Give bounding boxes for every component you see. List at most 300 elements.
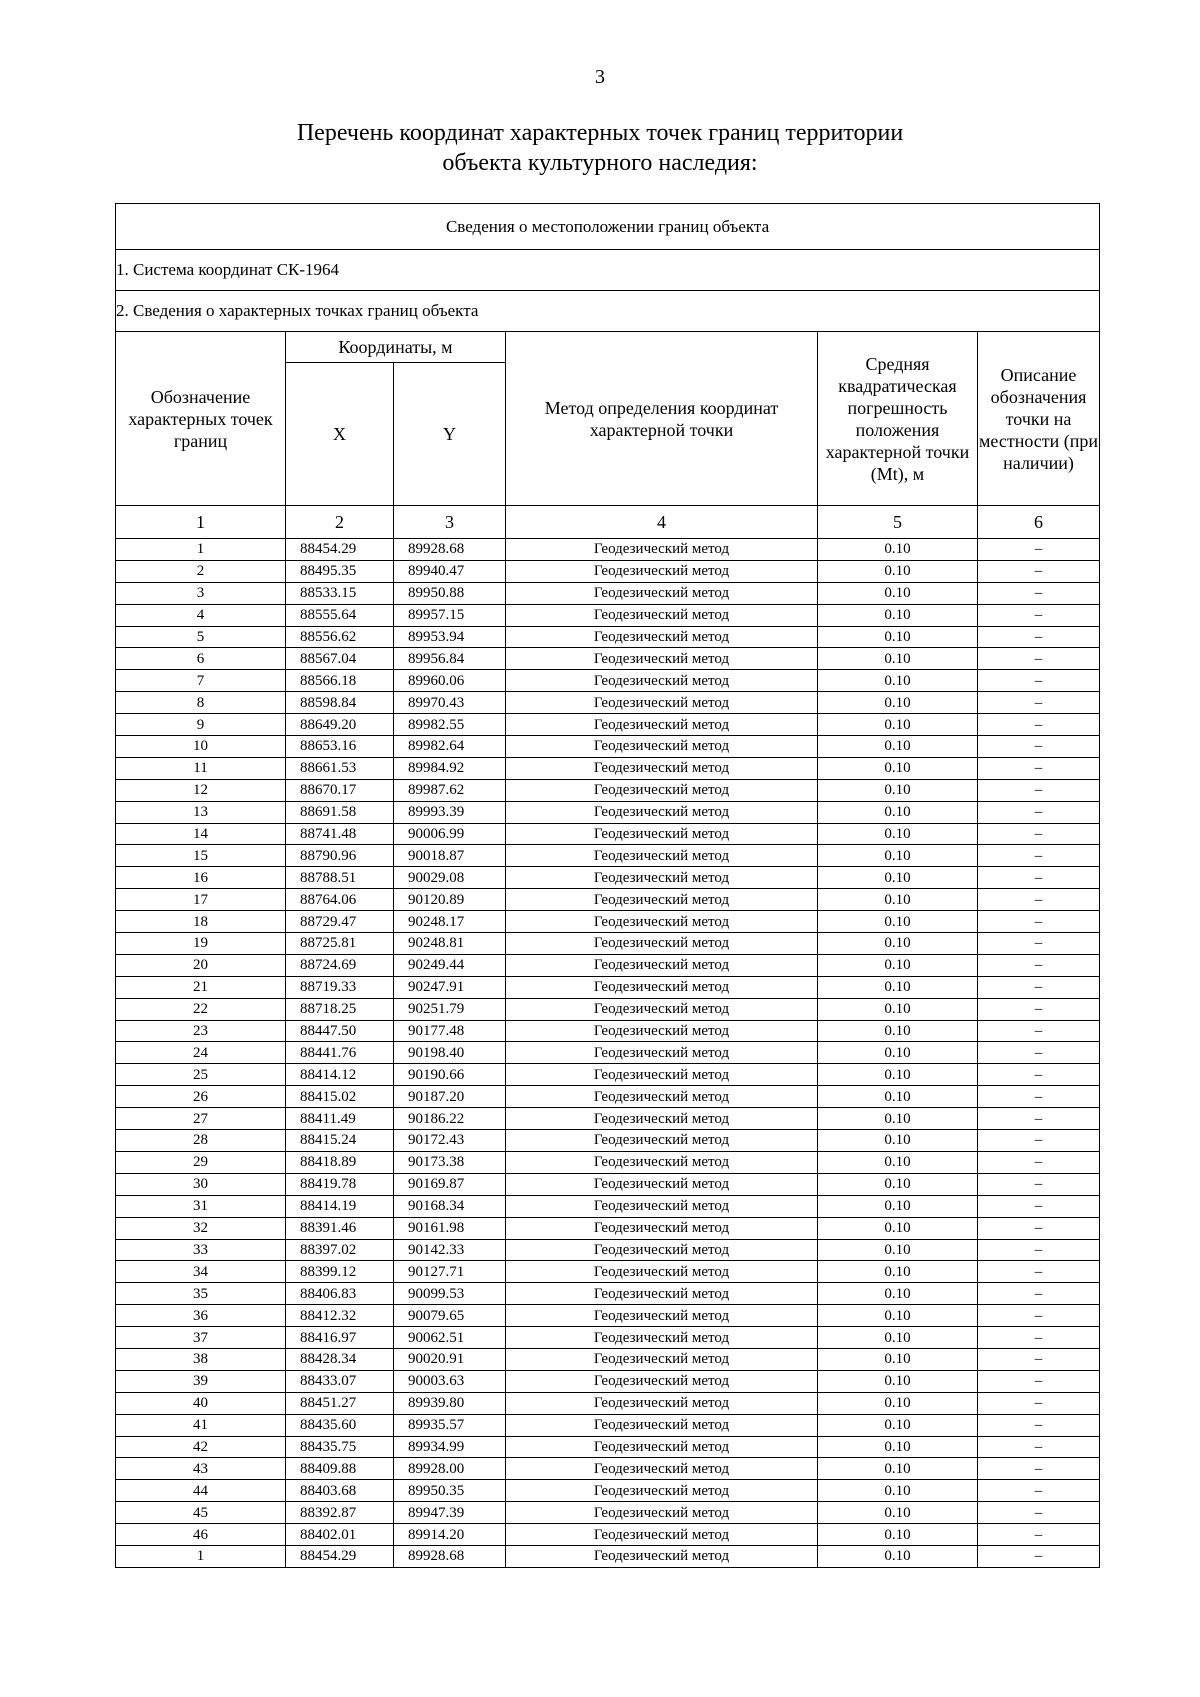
- method-cell: Геодезический метод: [506, 539, 818, 561]
- error-cell: 0.10: [818, 933, 978, 955]
- error-cell: 0.10: [818, 692, 978, 714]
- y-coordinate-cell: 90248.17: [394, 911, 506, 933]
- x-coordinate-cell: 88411.49: [286, 1108, 394, 1130]
- y-coordinate-cell: 90251.79: [394, 998, 506, 1020]
- x-coordinate-cell: 88741.48: [286, 823, 394, 845]
- point-number-cell: 42: [116, 1436, 286, 1458]
- col-error-header: Средняя квадратическая погрешность положения характерной точки (Mt), м: [818, 332, 978, 506]
- description-cell: –: [978, 1064, 1100, 1086]
- point-number-cell: 18: [116, 911, 286, 933]
- error-cell: 0.10: [818, 648, 978, 670]
- coordinates-table: [115, 203, 1100, 1568]
- error-cell: 0.10: [818, 1086, 978, 1108]
- point-number-cell: 35: [116, 1283, 286, 1305]
- table-row: [116, 1195, 1100, 1217]
- column-number: 2: [286, 506, 394, 539]
- y-coordinate-cell: 90029.08: [394, 867, 506, 889]
- description-cell: –: [978, 1217, 1100, 1239]
- description-cell: –: [978, 670, 1100, 692]
- table-row: [116, 692, 1100, 714]
- column-number: 5: [818, 506, 978, 539]
- point-number-cell: 46: [116, 1524, 286, 1546]
- table-row: [116, 1064, 1100, 1086]
- description-cell: –: [978, 648, 1100, 670]
- y-coordinate-cell: 89970.43: [394, 692, 506, 714]
- title-line-1: Перечень координат характерных точек границ территории: [296, 120, 904, 146]
- error-cell: 0.10: [818, 582, 978, 604]
- error-cell: 0.10: [818, 1436, 978, 1458]
- error-cell: 0.10: [818, 1414, 978, 1436]
- x-coordinate-cell: 88649.20: [286, 714, 394, 736]
- y-coordinate-cell: 90079.65: [394, 1305, 506, 1327]
- y-coordinate-cell: 89957.15: [394, 604, 506, 626]
- method-cell: Геодезический метод: [506, 801, 818, 823]
- y-coordinate-cell: 90168.34: [394, 1195, 506, 1217]
- y-coordinate-cell: 90161.98: [394, 1217, 506, 1239]
- error-cell: 0.10: [818, 1545, 978, 1567]
- point-number-cell: 28: [116, 1130, 286, 1152]
- x-coordinate-cell: 88729.47: [286, 911, 394, 933]
- error-cell: 0.10: [818, 1239, 978, 1261]
- point-number-cell: 38: [116, 1348, 286, 1370]
- x-coordinate-cell: 88567.04: [286, 648, 394, 670]
- point-number-cell: 1: [116, 539, 286, 561]
- x-coordinate-cell: 88391.46: [286, 1217, 394, 1239]
- table-row: [116, 889, 1100, 911]
- description-cell: –: [978, 1524, 1100, 1546]
- y-coordinate-cell: 89982.64: [394, 736, 506, 758]
- description-cell: –: [978, 1414, 1100, 1436]
- method-cell: Геодезический метод: [506, 779, 818, 801]
- method-cell: Геодезический метод: [506, 692, 818, 714]
- error-cell: 0.10: [818, 1217, 978, 1239]
- description-cell: –: [978, 1042, 1100, 1064]
- coord-system-row: 1. Система координат СК-1964: [116, 250, 1100, 291]
- method-cell: Геодезический метод: [506, 998, 818, 1020]
- column-number: 6: [978, 506, 1100, 539]
- x-coordinate-cell: 88447.50: [286, 1020, 394, 1042]
- error-cell: 0.10: [818, 801, 978, 823]
- x-coordinate-cell: 88691.58: [286, 801, 394, 823]
- col-designation-header: Обозначение характерных точек границ: [116, 332, 286, 506]
- y-coordinate-cell: 89987.62: [394, 779, 506, 801]
- error-cell: 0.10: [818, 998, 978, 1020]
- point-number-cell: 33: [116, 1239, 286, 1261]
- point-number-cell: 19: [116, 933, 286, 955]
- method-cell: Геодезический метод: [506, 933, 818, 955]
- method-cell: Геодезический метод: [506, 954, 818, 976]
- description-cell: –: [978, 1195, 1100, 1217]
- x-coordinate-cell: 88415.24: [286, 1130, 394, 1152]
- x-coordinate-cell: 88397.02: [286, 1239, 394, 1261]
- title-line-2: объекта культурного наследия:: [442, 150, 758, 176]
- point-number-cell: 45: [116, 1502, 286, 1524]
- table-row: [116, 539, 1100, 561]
- x-coordinate-cell: 88403.68: [286, 1480, 394, 1502]
- description-cell: –: [978, 1283, 1100, 1305]
- method-cell: Геодезический метод: [506, 1480, 818, 1502]
- description-cell: –: [978, 604, 1100, 626]
- table-row: [116, 1370, 1100, 1392]
- point-number-cell: 10: [116, 736, 286, 758]
- table-row: [116, 1130, 1100, 1152]
- point-number-cell: 11: [116, 757, 286, 779]
- error-cell: 0.10: [818, 1261, 978, 1283]
- method-cell: Геодезический метод: [506, 648, 818, 670]
- method-cell: Геодезический метод: [506, 1173, 818, 1195]
- point-number-cell: 32: [116, 1217, 286, 1239]
- description-cell: –: [978, 1348, 1100, 1370]
- point-number-cell: 8: [116, 692, 286, 714]
- point-number-cell: 2: [116, 560, 286, 582]
- error-cell: 0.10: [818, 1283, 978, 1305]
- table-row: [116, 801, 1100, 823]
- method-cell: Геодезический метод: [506, 845, 818, 867]
- x-coordinate-cell: 88598.84: [286, 692, 394, 714]
- description-cell: –: [978, 1130, 1100, 1152]
- x-coordinate-cell: 88653.16: [286, 736, 394, 758]
- x-coordinate-cell: 88718.25: [286, 998, 394, 1020]
- table-row: [116, 1327, 1100, 1349]
- method-cell: Геодезический метод: [506, 1524, 818, 1546]
- y-coordinate-cell: 89935.57: [394, 1414, 506, 1436]
- point-number-cell: 29: [116, 1151, 286, 1173]
- y-coordinate-cell: 90249.44: [394, 954, 506, 976]
- y-coordinate-cell: 90120.89: [394, 889, 506, 911]
- x-coordinate-cell: 88454.29: [286, 1545, 394, 1567]
- error-cell: 0.10: [818, 1042, 978, 1064]
- y-coordinate-cell: 89950.35: [394, 1480, 506, 1502]
- point-number-cell: 21: [116, 976, 286, 998]
- y-coordinate-cell: 89953.94: [394, 626, 506, 648]
- table-row: [116, 757, 1100, 779]
- table-row: [116, 582, 1100, 604]
- error-cell: 0.10: [818, 1392, 978, 1414]
- description-cell: –: [978, 1261, 1100, 1283]
- point-number-cell: 1: [116, 1545, 286, 1567]
- error-cell: 0.10: [818, 560, 978, 582]
- description-cell: –: [978, 1020, 1100, 1042]
- table-row: [116, 1239, 1100, 1261]
- error-cell: 0.10: [818, 1458, 978, 1480]
- column-number: 3: [394, 506, 506, 539]
- point-number-cell: 16: [116, 867, 286, 889]
- error-cell: 0.10: [818, 626, 978, 648]
- description-cell: –: [978, 889, 1100, 911]
- method-cell: Геодезический метод: [506, 714, 818, 736]
- error-cell: 0.10: [818, 1502, 978, 1524]
- error-cell: 0.10: [818, 1020, 978, 1042]
- table-row: [116, 1348, 1100, 1370]
- y-coordinate-cell: 90006.99: [394, 823, 506, 845]
- table-row: [116, 933, 1100, 955]
- description-cell: –: [978, 976, 1100, 998]
- error-cell: 0.10: [818, 1108, 978, 1130]
- error-cell: 0.10: [818, 604, 978, 626]
- table-row: [116, 1458, 1100, 1480]
- table-row: [116, 1261, 1100, 1283]
- error-cell: 0.10: [818, 736, 978, 758]
- x-coordinate-cell: 88399.12: [286, 1261, 394, 1283]
- x-coordinate-cell: 88725.81: [286, 933, 394, 955]
- points-heading-row: 2. Сведения о характерных точках границ объекта: [116, 291, 1100, 332]
- y-coordinate-cell: 89928.00: [394, 1458, 506, 1480]
- method-cell: Геодезический метод: [506, 1327, 818, 1349]
- page-title: [0, 118, 1200, 178]
- method-cell: Геодезический метод: [506, 1305, 818, 1327]
- method-cell: Геодезический метод: [506, 1108, 818, 1130]
- col-coordinates-header: Координаты, м: [286, 332, 506, 363]
- point-number-cell: 12: [116, 779, 286, 801]
- description-cell: –: [978, 1086, 1100, 1108]
- error-cell: 0.10: [818, 954, 978, 976]
- point-number-cell: 9: [116, 714, 286, 736]
- y-coordinate-cell: 89960.06: [394, 670, 506, 692]
- point-number-cell: 20: [116, 954, 286, 976]
- method-cell: Геодезический метод: [506, 582, 818, 604]
- point-number-cell: 40: [116, 1392, 286, 1414]
- method-cell: Геодезический метод: [506, 1239, 818, 1261]
- description-cell: –: [978, 1545, 1100, 1567]
- y-coordinate-cell: 89928.68: [394, 1545, 506, 1567]
- table-row: [116, 1086, 1100, 1108]
- description-cell: –: [978, 692, 1100, 714]
- table-row: [116, 845, 1100, 867]
- table-row: [116, 604, 1100, 626]
- y-coordinate-cell: 89914.20: [394, 1524, 506, 1546]
- description-cell: –: [978, 582, 1100, 604]
- error-cell: 0.10: [818, 670, 978, 692]
- x-coordinate-cell: 88415.02: [286, 1086, 394, 1108]
- y-coordinate-cell: 90187.20: [394, 1086, 506, 1108]
- table-row: [116, 1524, 1100, 1546]
- table-row: [116, 1217, 1100, 1239]
- error-cell: 0.10: [818, 1524, 978, 1546]
- x-coordinate-cell: 88556.62: [286, 626, 394, 648]
- description-cell: –: [978, 1327, 1100, 1349]
- table-row: [116, 648, 1100, 670]
- page-number: 3: [595, 66, 605, 88]
- x-coordinate-cell: 88433.07: [286, 1370, 394, 1392]
- error-cell: 0.10: [818, 1130, 978, 1152]
- x-coordinate-cell: 88441.76: [286, 1042, 394, 1064]
- x-coordinate-cell: 88414.12: [286, 1064, 394, 1086]
- point-number-cell: 39: [116, 1370, 286, 1392]
- x-coordinate-cell: 88428.34: [286, 1348, 394, 1370]
- method-cell: Геодезический метод: [506, 1261, 818, 1283]
- table-row: [116, 1151, 1100, 1173]
- table-row: [116, 1392, 1100, 1414]
- x-coordinate-cell: 88392.87: [286, 1502, 394, 1524]
- table-header-top: Сведения о местоположении границ объекта: [116, 204, 1100, 250]
- y-coordinate-cell: 90190.66: [394, 1064, 506, 1086]
- description-cell: –: [978, 933, 1100, 955]
- x-coordinate-cell: 88402.01: [286, 1524, 394, 1546]
- point-number-cell: 15: [116, 845, 286, 867]
- method-cell: Геодезический метод: [506, 1392, 818, 1414]
- y-coordinate-cell: 90142.33: [394, 1239, 506, 1261]
- point-number-cell: 23: [116, 1020, 286, 1042]
- x-coordinate-cell: 88416.97: [286, 1327, 394, 1349]
- point-number-cell: 3: [116, 582, 286, 604]
- table-row: [116, 1108, 1100, 1130]
- description-cell: –: [978, 845, 1100, 867]
- error-cell: 0.10: [818, 1348, 978, 1370]
- x-coordinate-cell: 88451.27: [286, 1392, 394, 1414]
- y-coordinate-cell: 89984.92: [394, 757, 506, 779]
- x-coordinate-cell: 88790.96: [286, 845, 394, 867]
- point-number-cell: 14: [116, 823, 286, 845]
- x-coordinate-cell: 88419.78: [286, 1173, 394, 1195]
- description-cell: –: [978, 1480, 1100, 1502]
- x-coordinate-cell: 88661.53: [286, 757, 394, 779]
- table-row: [116, 1502, 1100, 1524]
- point-number-cell: 5: [116, 626, 286, 648]
- description-cell: –: [978, 1305, 1100, 1327]
- point-number-cell: 37: [116, 1327, 286, 1349]
- column-numbers-row: [116, 506, 1100, 539]
- x-coordinate-cell: 88719.33: [286, 976, 394, 998]
- x-coordinate-cell: 88764.06: [286, 889, 394, 911]
- method-cell: Геодезический метод: [506, 560, 818, 582]
- x-coordinate-cell: 88788.51: [286, 867, 394, 889]
- y-coordinate-cell: 90062.51: [394, 1327, 506, 1349]
- y-coordinate-cell: 90177.48: [394, 1020, 506, 1042]
- table-row: [116, 1173, 1100, 1195]
- point-number-cell: 25: [116, 1064, 286, 1086]
- method-cell: Геодезический метод: [506, 1370, 818, 1392]
- error-cell: 0.10: [818, 1173, 978, 1195]
- x-coordinate-cell: 88670.17: [286, 779, 394, 801]
- point-number-cell: 43: [116, 1458, 286, 1480]
- point-number-cell: 4: [116, 604, 286, 626]
- method-cell: Геодезический метод: [506, 867, 818, 889]
- method-cell: Геодезический метод: [506, 1195, 818, 1217]
- description-cell: –: [978, 867, 1100, 889]
- y-coordinate-cell: 90172.43: [394, 1130, 506, 1152]
- error-cell: 0.10: [818, 539, 978, 561]
- table-row: [116, 954, 1100, 976]
- method-cell: Геодезический метод: [506, 1064, 818, 1086]
- table-row: [116, 670, 1100, 692]
- table-row: [116, 1283, 1100, 1305]
- point-number-cell: 34: [116, 1261, 286, 1283]
- method-cell: Геодезический метод: [506, 1502, 818, 1524]
- method-cell: Геодезический метод: [506, 604, 818, 626]
- y-coordinate-cell: 90198.40: [394, 1042, 506, 1064]
- table-row: [116, 911, 1100, 933]
- error-cell: 0.10: [818, 757, 978, 779]
- x-coordinate-cell: 88418.89: [286, 1151, 394, 1173]
- method-cell: Геодезический метод: [506, 1436, 818, 1458]
- table-row: [116, 736, 1100, 758]
- point-number-cell: 41: [116, 1414, 286, 1436]
- point-number-cell: 31: [116, 1195, 286, 1217]
- table-row: [116, 867, 1100, 889]
- description-cell: –: [978, 714, 1100, 736]
- y-coordinate-cell: 89956.84: [394, 648, 506, 670]
- table-row: [116, 998, 1100, 1020]
- table-row: [116, 1414, 1100, 1436]
- error-cell: 0.10: [818, 1151, 978, 1173]
- description-cell: –: [978, 1151, 1100, 1173]
- description-cell: –: [978, 954, 1100, 976]
- method-cell: Геодезический метод: [506, 1217, 818, 1239]
- method-cell: Геодезический метод: [506, 1151, 818, 1173]
- description-cell: –: [978, 1239, 1100, 1261]
- error-cell: 0.10: [818, 779, 978, 801]
- error-cell: 0.10: [818, 911, 978, 933]
- description-cell: –: [978, 779, 1100, 801]
- y-coordinate-cell: 90127.71: [394, 1261, 506, 1283]
- error-cell: 0.10: [818, 714, 978, 736]
- error-cell: 0.10: [818, 1327, 978, 1349]
- description-cell: –: [978, 1370, 1100, 1392]
- point-number-cell: 17: [116, 889, 286, 911]
- x-coordinate-cell: 88454.29: [286, 539, 394, 561]
- error-cell: 0.10: [818, 1195, 978, 1217]
- table-row: [116, 714, 1100, 736]
- y-coordinate-cell: 90018.87: [394, 845, 506, 867]
- x-coordinate-cell: 88435.60: [286, 1414, 394, 1436]
- point-number-cell: 7: [116, 670, 286, 692]
- description-cell: –: [978, 1436, 1100, 1458]
- error-cell: 0.10: [818, 1305, 978, 1327]
- col-description-header: Описание обозначения точки на местности (при наличии): [978, 332, 1100, 506]
- description-cell: –: [978, 823, 1100, 845]
- description-cell: –: [978, 757, 1100, 779]
- x-coordinate-cell: 88435.75: [286, 1436, 394, 1458]
- method-cell: Геодезический метод: [506, 823, 818, 845]
- y-coordinate-cell: 89993.39: [394, 801, 506, 823]
- x-coordinate-cell: 88533.15: [286, 582, 394, 604]
- description-cell: –: [978, 998, 1100, 1020]
- x-coordinate-cell: 88412.32: [286, 1305, 394, 1327]
- y-coordinate-cell: 89947.39: [394, 1502, 506, 1524]
- x-coordinate-cell: 88406.83: [286, 1283, 394, 1305]
- y-coordinate-cell: 89950.88: [394, 582, 506, 604]
- y-coordinate-cell: 90099.53: [394, 1283, 506, 1305]
- description-cell: –: [978, 736, 1100, 758]
- y-coordinate-cell: 90169.87: [394, 1173, 506, 1195]
- x-coordinate-cell: 88555.64: [286, 604, 394, 626]
- error-cell: 0.10: [818, 845, 978, 867]
- point-number-cell: 26: [116, 1086, 286, 1108]
- y-coordinate-cell: 89940.47: [394, 560, 506, 582]
- table-row: [116, 1020, 1100, 1042]
- table-row: [116, 779, 1100, 801]
- description-cell: –: [978, 626, 1100, 648]
- description-cell: –: [978, 801, 1100, 823]
- error-cell: 0.10: [818, 1064, 978, 1086]
- x-coordinate-cell: 88724.69: [286, 954, 394, 976]
- point-number-cell: 44: [116, 1480, 286, 1502]
- error-cell: 0.10: [818, 976, 978, 998]
- table-row: [116, 1305, 1100, 1327]
- point-number-cell: 24: [116, 1042, 286, 1064]
- method-cell: Геодезический метод: [506, 626, 818, 648]
- table-row: [116, 1480, 1100, 1502]
- method-cell: Геодезический метод: [506, 1458, 818, 1480]
- point-number-cell: 6: [116, 648, 286, 670]
- table-row: [116, 823, 1100, 845]
- point-number-cell: 13: [116, 801, 286, 823]
- y-coordinate-cell: 89934.99: [394, 1436, 506, 1458]
- description-cell: –: [978, 560, 1100, 582]
- description-cell: –: [978, 1458, 1100, 1480]
- method-cell: Геодезический метод: [506, 911, 818, 933]
- col-method-header: Метод определения координат характерной точки: [506, 332, 818, 506]
